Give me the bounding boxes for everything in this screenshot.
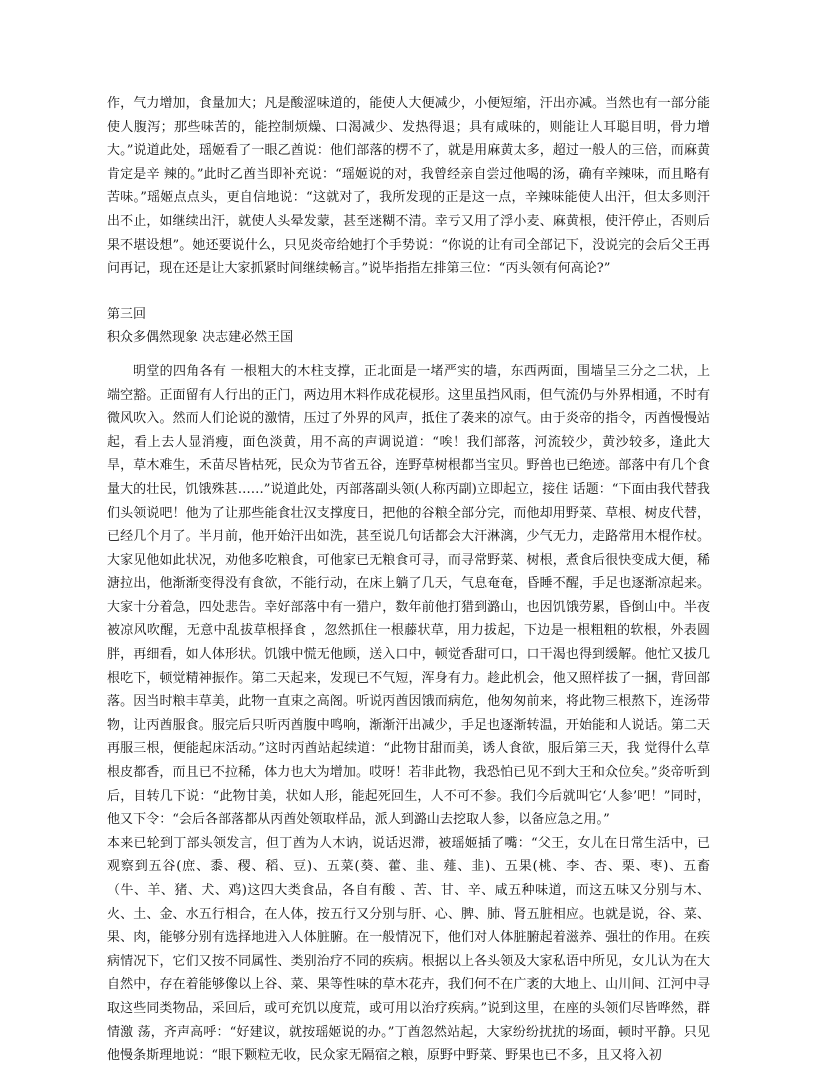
body-paragraph: 本来已轮到丁部头领发言，但丁酋为人木讷，说话迟滞，被瑶姬插了嘴：“父王，女儿在日常生活中，已观察到五谷(庶、黍、稷、稻、豆)、五菜(葵、藿、韭、薤、韭)、五果(桃、李、杏、栗、枣)、五畜（牛、羊、猪、犬、鸡)这四大类食品，各自有酸 、苦、甘、辛、咸五种味道，而这五味又分别与木、火、土、金、水五行相合，在人体，按五行又分别与肝、心、脾、肺、肾五脏相应。也就是说，谷、菜、果、肉，能够分别有选择地进入人体脏腑。在一般情况下，他们对人体脏腑起着滋养、强壮的作用。在疾病情况下，它们又按不同属性、类别治疗不同的疾病。根据以上各头领及大家私语中所见，女儿认为在大自然中，存在着能够像以上谷、菜、果等性味的草木花卉，我们何不在广袤的大地上、山川间、江河中寻取这些同类物品，采回后，或可充饥以度荒，或可用以治疗疾病。”说到这里，在座的头领们尽皆哗然，群情激 荡，齐声高呼：“好建议，就按瑶姬说的办。”丁酋忽然站起，大家纷纷扰扰的场面，顿时平静。只见他慢条斯理地说：“眼下颗粒无收，民众家无隔宿之粮，原野中野菜、野果也已不多，且又将入初 [107,835,710,1064]
body-paragraph: 作，气力增加，食量加大；凡是酸涩味道的，能使人大便减少，小便短缩，汗出亦减。当然也有一部分能使人腹泻；那些味苦的，能控制烦燥、口渴减少、发热得退；具有咸味的，则能让人耳聪目明，骨力增大。”说道此处，瑶姬看了一眼乙酋说：他们部落的楞不了，就是用麻黄太多，超过一般人的三倍，而麻黄肯定是辛 辣的。”此时乙酋当即补充说：“瑶姬说的对，我曾经亲自尝过他喝的汤，确有辛辣味，而且略有苦味。”瑶姬点点头，更自信地说：“这就对了，我所发现的正是这一点，辛辣味能使人出汗，但太多则汗出不止，如继续出汗，就使人头晕发蒙，甚至迷糊不清。幸亏又用了浮小麦、麻黄根，使汗停止，否则后果不堪设想”。她还要说什么，只见炎帝给她打个手势说：“你说的让有司全部记下，没说完的会后父王再问再记，现在还是让大家抓紧时间继续畅言。”说毕指指左排第三位：“丙头领有何高论?” [107,96,710,277]
chapter-number: 第三回 [107,306,147,322]
document-page [107,92,710,1068]
paragraph-spacer [107,281,710,303]
body-paragraph: 明堂的四角各有 一根粗大的木柱支撑，正北面是一堵严实的墙，东西两面，围墙呈三分之二状，上端空豁。正面留有人行出的正门，两边用木料作成花棂形。这里虽挡风雨，但气流仍与外界相通，不时有微风吹入。然而人们论说的激情，压过了外界的风声，抵住了袭来的凉气。由于炎帝的指令，丙酋慢慢站起，看上去人显消瘦，面色淡黄，用不高的声调说道：“唉！我们部落，河流较少，黄沙较多，逢此大旱，草木难生，禾苗尽皆枯死，民众为节省五谷，连野草树根都当宝贝。野兽也已绝迹。部落中有几个食量大的壮民，饥饿殊甚……”说道此处，丙部落副头领(人称丙副)立即起立，接住 话题：“下面由我代替我们头领说吧！他为了让那些能食壮汉支撑度日，把他的谷粮全部分完，而他却用野菜、草根、树皮代替，已经几个月了。半月前，他开始汗出如洗，甚至说几句话都会大汗淋漓，少气无力，走路常用木棍作杖。大家见他如此状况，劝他多吃粮食，可他家已无粮食可寻，而寻常野菜、树根，煮食后很快变成大便，稀溏拉出，他渐渐变得没有食欲，不能行动，在床上躺了几天，气息奄奄，昏睡不醒，手足也逐渐凉起来。大家十分着急，四处悲告。幸好部落中有一猎户，数年前他打猎到潞山，也因饥饿劳累，昏倒山中。半夜被凉风吹醒，无意中乱拔草根择食 ，忽然抓住一根藤状草，用力拔起，下边是一根粗粗的软根，外表圆胖，再细看，如人体形状。饥饿中慌无他顾，送入口中，顿觉香甜可口，口干渴也得到缓解。他忙又拔几根吃下，顿觉精神振作。第二天起来，发现已不气短，浑身有力。趁此机会，他又照样拔了一捆，背回部落。因当时粮丰草美，此物一直束之高阁。听说丙酋因饿而病危，他匆匆前来，将此物三根熬下，连汤带物，让丙酋服食。服完后只听丙酋腹中鸣响，渐渐汗出减少，手足也逐渐转温，开始能和人说话。第二天再服三根，便能起床活动。”这时丙酋站起续道：“此物甘甜而美，诱人食欲，服后第三天，我 觉得什么草根皮都香，而且已不拉稀，体力也大为增加。哎呀！若非此物，我恐怕已见不到大王和众位矣。”炎帝听到后，目转几下说：“此物甘美，状如人形，能起死回生，人不可不参。我们今后就叫它‘人参’吧！”同时，他又下令：“会后各部落都从丙酋处领取样品，派人到潞山去挖取人参，以备应急之用。” [107,363,710,828]
chapter-title: 积众多偶然现象 决志建必然王国 [107,330,294,346]
paragraph-spacer [107,350,710,360]
